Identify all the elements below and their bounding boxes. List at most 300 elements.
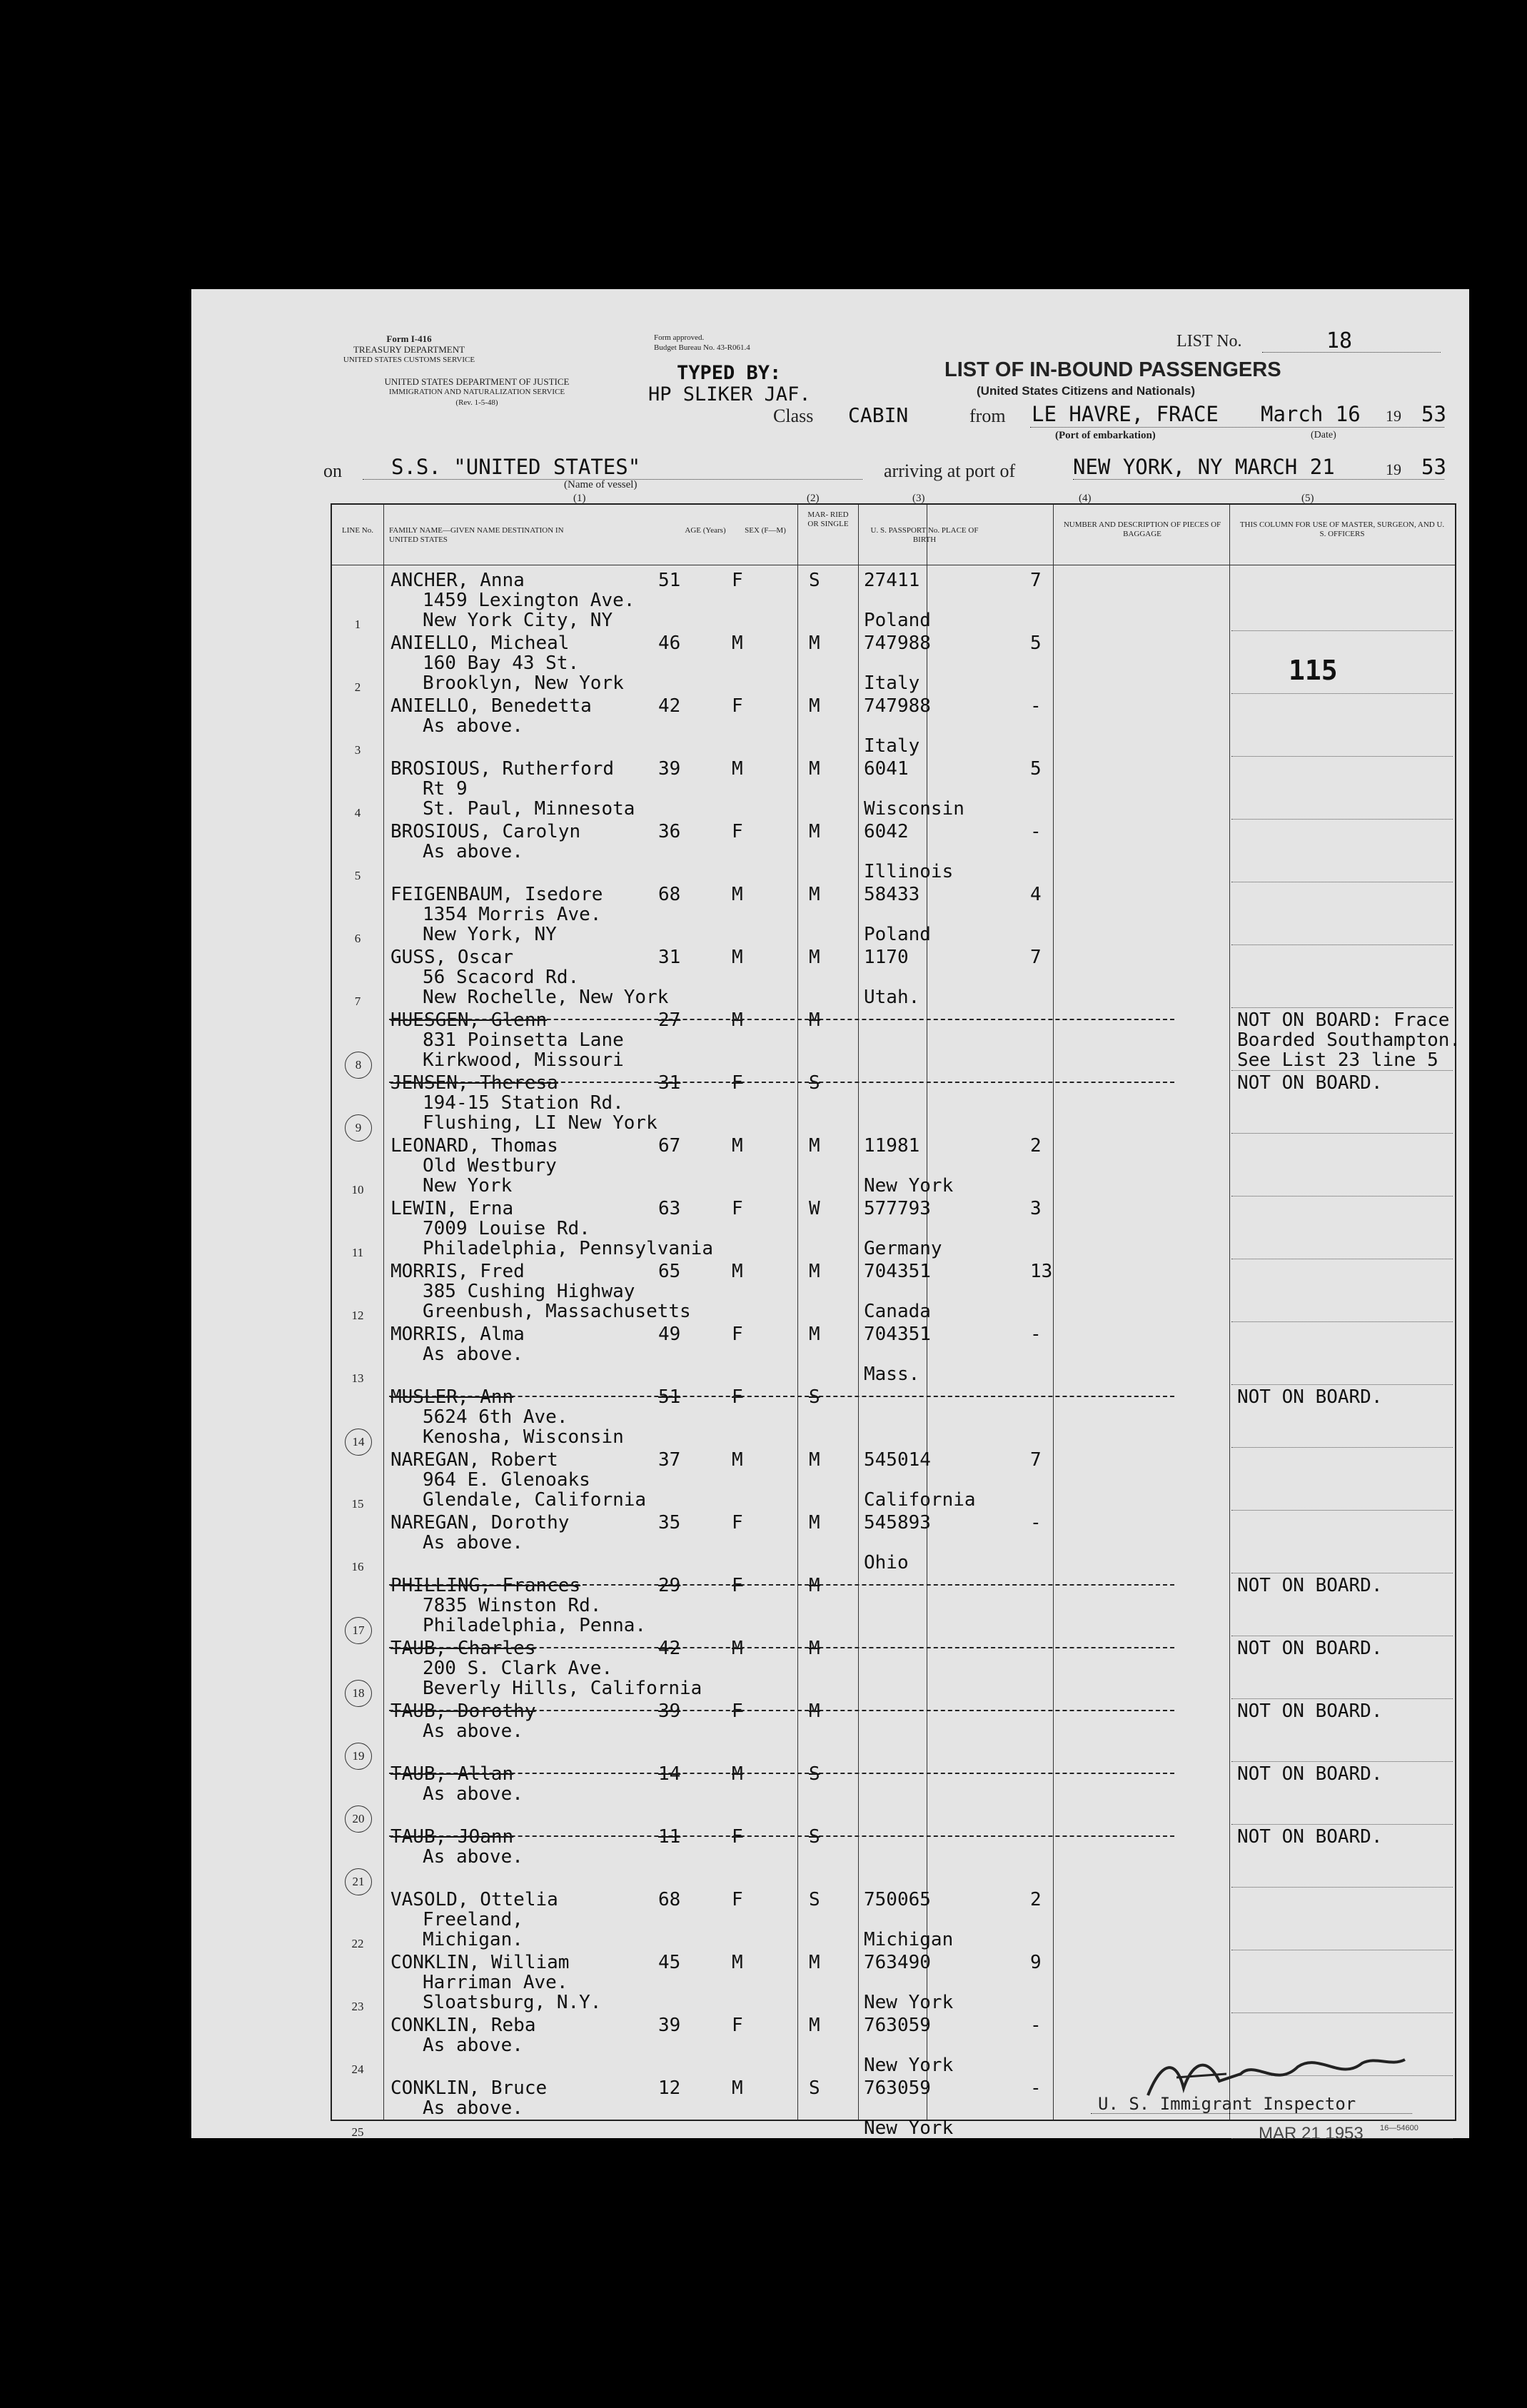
line-number: 22	[351, 1937, 364, 1950]
form-revision: (Rev. 1-5-48)	[455, 398, 498, 407]
address-line-2: Sloatsburg, N.Y.	[423, 1992, 602, 2013]
address-line-1: 194-15 Station Rd.	[423, 1092, 624, 1114]
age-cell: 11	[658, 1826, 681, 1848]
address-line-1: 7009 Louise Rd.	[423, 1218, 590, 1239]
marital-cell: M	[809, 884, 820, 905]
passenger-name: TAUB, Charles	[390, 1638, 536, 1659]
table-row	[332, 1387, 1455, 1450]
arrival-year: 53	[1421, 455, 1446, 479]
vessel-caption: (Name of vessel)	[564, 479, 637, 490]
passport-cell: 545014	[864, 1449, 931, 1471]
passport-cell: 6041	[864, 758, 909, 780]
sex-cell: F	[732, 1386, 743, 1408]
row-divider	[1231, 630, 1453, 631]
passenger-name: MORRIS, Fred	[390, 1261, 525, 1282]
marital-cell: S	[809, 1889, 820, 1910]
sex-cell: M	[732, 1952, 743, 1973]
strike-dash	[389, 1647, 1174, 1648]
sex-cell: F	[732, 821, 743, 842]
address-line-2: New York City, NY	[423, 610, 613, 631]
row-divider	[1231, 1698, 1453, 1699]
remark-cell: NOT ON BOARD.	[1237, 1638, 1383, 1659]
baggage-cell: 13	[1030, 1261, 1053, 1282]
passport-cell: 750065	[864, 1889, 931, 1910]
birthplace-cell: Italy	[864, 735, 920, 757]
baggage-cell: 2	[1030, 1889, 1042, 1910]
sex-cell: F	[732, 695, 743, 717]
row-divider	[1231, 756, 1453, 757]
list-no-label: LIST No.	[1176, 332, 1242, 351]
table-row	[332, 1513, 1455, 1576]
remark-cell-3: See List 23 line 5	[1237, 1049, 1438, 1071]
age-cell: 42	[658, 695, 681, 717]
birthplace-cell: New York	[864, 2055, 954, 2076]
row-divider	[1231, 1070, 1453, 1071]
table-row	[332, 1701, 1455, 1764]
table-row	[332, 947, 1455, 1010]
passenger-name: LEONARD, Thomas	[390, 1135, 558, 1157]
age-cell: 65	[658, 1261, 681, 1282]
col-num-3: (3)	[912, 493, 925, 504]
age-cell: 39	[658, 758, 681, 780]
arrival-year-prefix: 19	[1386, 460, 1401, 478]
marital-cell: M	[809, 1952, 820, 1973]
remark-cell: NOT ON BOARD.	[1237, 1575, 1383, 1596]
table-row	[332, 696, 1455, 759]
age-cell: 46	[658, 633, 681, 654]
address-line-2: Kirkwood, Missouri	[423, 1049, 624, 1071]
age-cell: 68	[658, 1889, 681, 1910]
passport-cell: 58433	[864, 884, 920, 905]
table-row	[332, 1199, 1455, 1261]
sex-cell: F	[732, 1324, 743, 1345]
address-line-1: Harriman Ave.	[423, 1972, 568, 1993]
embarkation-caption: (Port of embarkation)	[1055, 430, 1156, 441]
form-number: Form I-416	[386, 333, 432, 344]
age-cell: 63	[658, 1198, 681, 1219]
age-cell: 39	[658, 1701, 681, 1722]
passenger-name: JENSEN, Theresa	[390, 1072, 558, 1094]
side-number: 115	[1289, 655, 1338, 686]
marital-cell: M	[809, 821, 820, 842]
passport-cell: 747988	[864, 695, 931, 717]
address-line-1: 160 Bay 43 St.	[423, 653, 580, 674]
birthplace-cell: New York	[864, 1992, 954, 2013]
address-line-2: Philadelphia, Penna.	[423, 1615, 647, 1636]
marital-cell: M	[809, 1324, 820, 1345]
header-married: MAR- RIED OR SINGLE	[807, 510, 849, 528]
table-row	[332, 1324, 1455, 1387]
row-divider	[1231, 1133, 1453, 1134]
row-divider	[1231, 1447, 1453, 1448]
birthplace-cell: Italy	[864, 672, 920, 694]
age-cell: 35	[658, 1512, 681, 1533]
passport-cell: 1170	[864, 947, 909, 968]
table-row	[332, 1009, 1461, 1073]
birthplace-cell: Ohio	[864, 1552, 909, 1573]
line-number: 11	[351, 1246, 364, 1259]
address-line-1: As above.	[423, 2035, 523, 2056]
remark-cell: NOT ON BOARD.	[1237, 1826, 1383, 1848]
table-row	[332, 822, 1455, 885]
address-line-2: Glendale, California	[423, 1489, 647, 1511]
row-divider	[1231, 944, 1453, 945]
line-number: 3	[354, 743, 361, 757]
passenger-name: VASOLD, Ottelia	[390, 1889, 558, 1910]
age-cell: 45	[658, 1952, 681, 1973]
sex-cell: F	[732, 1198, 743, 1219]
passport-cell: 704351	[864, 1261, 931, 1282]
table-row	[332, 570, 1455, 633]
address-line-1: As above.	[423, 2097, 523, 2119]
row-divider	[1231, 1384, 1453, 1385]
row-divider	[1231, 1196, 1453, 1197]
marital-cell: S	[809, 1826, 820, 1848]
header-remarks: THIS COLUMN FOR USE OF MASTER, SURGEON, AND U. S. OFFICERS	[1239, 520, 1445, 538]
embarkation-year-prefix: 19	[1386, 407, 1401, 425]
marital-cell: M	[809, 2015, 820, 2036]
passenger-name: NAREGAN, Dorothy	[390, 1512, 570, 1533]
address-line-1: 385 Cushing Highway	[423, 1281, 635, 1302]
address-line-1: As above.	[423, 1344, 523, 1365]
justice-dept: UNITED STATES DEPARTMENT OF JUSTICE	[384, 376, 570, 387]
baggage-cell: 5	[1030, 633, 1042, 654]
age-cell: 37	[658, 1449, 681, 1471]
marital-cell: M	[809, 758, 820, 780]
row-divider	[1231, 693, 1453, 694]
sex-cell: M	[732, 633, 743, 654]
baggage-cell: 7	[1030, 947, 1042, 968]
row-divider	[1231, 1510, 1453, 1511]
passenger-name: CONKLIN, William	[390, 1952, 570, 1973]
address-line-1: 964 E. Glenoaks	[423, 1469, 590, 1491]
address-line-2: Beverly Hills, California	[423, 1678, 702, 1699]
line-number: 19	[345, 1743, 372, 1770]
budget-bureau: Budget Bureau No. 43-R061.4	[654, 343, 750, 352]
table-row	[332, 1136, 1455, 1199]
inspector-line: U. S. Immigrant Inspector	[1098, 2094, 1356, 2114]
baggage-cell: -	[1030, 821, 1042, 842]
baggage-cell: 3	[1030, 1198, 1042, 1219]
marital-cell: M	[809, 1449, 820, 1471]
baggage-cell: 7	[1030, 570, 1042, 591]
table-row	[332, 1450, 1455, 1513]
birthplace-cell: Mass.	[864, 1364, 920, 1385]
list-number: 18	[1326, 328, 1353, 353]
address-line-1: As above.	[423, 1721, 523, 1742]
table-row	[332, 1827, 1455, 1890]
baggage-cell: 9	[1030, 1952, 1042, 1973]
table-row	[332, 633, 1455, 696]
line-number: 5	[354, 869, 361, 882]
passenger-name: ANCHER, Anna	[390, 570, 525, 591]
customs-service: UNITED STATES CUSTOMS SERVICE	[343, 356, 475, 364]
table-row	[332, 1073, 1455, 1136]
arriving-label: arriving at port of	[884, 460, 1016, 481]
table-row	[332, 1764, 1455, 1827]
passenger-name: ANIELLO, Benedetta	[390, 695, 592, 717]
address-line-1: 5624 6th Ave.	[423, 1406, 568, 1428]
birthplace-cell: Poland	[864, 924, 931, 945]
passport-cell: 11981	[864, 1135, 920, 1157]
row-divider	[1231, 1007, 1453, 1008]
sex-cell: F	[732, 1701, 743, 1722]
embarkation-year: 53	[1421, 402, 1446, 426]
address-line-2: New York	[423, 1175, 513, 1197]
sex-cell: M	[732, 884, 743, 905]
sex-cell: M	[732, 1763, 743, 1785]
sex-cell: F	[732, 1512, 743, 1533]
sex-cell: M	[732, 947, 743, 968]
sex-cell: F	[732, 570, 743, 591]
sex-cell: F	[732, 2015, 743, 2036]
address-line-1: As above.	[423, 1783, 523, 1805]
sex-cell: F	[732, 1072, 743, 1094]
address-line-1: As above.	[423, 715, 523, 737]
marital-cell: W	[809, 1198, 820, 1219]
passenger-name: MORRIS, Alma	[390, 1324, 525, 1345]
strike-dash	[389, 1835, 1174, 1837]
table-row	[332, 1638, 1455, 1701]
print-code: 16—54600	[1380, 2124, 1418, 2132]
col-num-1: (1)	[573, 493, 586, 504]
manifest-subtitle: (United States Citizens and Nationals)	[977, 384, 1196, 398]
age-cell: 51	[658, 1386, 681, 1408]
table-row	[332, 759, 1455, 822]
line-number: 18	[345, 1680, 372, 1707]
passport-cell: 577793	[864, 1198, 931, 1219]
marital-cell: M	[809, 1135, 820, 1157]
remark-cell: NOT ON BOARD.	[1237, 1701, 1383, 1722]
remark-cell: NOT ON BOARD.	[1237, 1072, 1383, 1094]
passenger-name: CONKLIN, Bruce	[390, 2077, 548, 2099]
remark-cell-2: Boarded Southampton.	[1237, 1029, 1461, 1051]
marital-cell: M	[809, 1512, 820, 1533]
header-line-no: LINE No.	[342, 526, 373, 535]
line-number: 20	[345, 1805, 372, 1833]
passport-cell: 704351	[864, 1324, 931, 1345]
passport-cell: 747988	[864, 633, 931, 654]
address-line-1: 1354 Morris Ave.	[423, 904, 602, 925]
sex-cell: M	[732, 1009, 743, 1031]
line-number: 9	[345, 1114, 372, 1142]
marital-cell: S	[809, 2077, 820, 2099]
manifest-title: LIST OF IN-BOUND PASSENGERS	[944, 358, 1281, 381]
remark-cell: NOT ON BOARD.	[1237, 1763, 1383, 1785]
address-line-2: Brooklyn, New York	[423, 672, 624, 694]
baggage-cell: -	[1030, 695, 1042, 717]
table-row	[332, 885, 1455, 947]
strike-dash	[389, 1710, 1174, 1711]
strike-dash	[389, 1396, 1174, 1397]
age-cell: 14	[658, 1763, 681, 1785]
birthplace-cell: New York	[864, 1175, 954, 1197]
sex-cell: M	[732, 1135, 743, 1157]
passenger-name: HUESGEN, Glenn	[390, 1009, 548, 1031]
age-cell: 51	[658, 570, 681, 591]
passport-cell: 27411	[864, 570, 920, 591]
sex-cell: M	[732, 1261, 743, 1282]
marital-cell: S	[809, 1072, 820, 1094]
passport-cell: 763059	[864, 2077, 931, 2099]
date-caption: (Date)	[1311, 430, 1336, 440]
address-line-1: Rt 9	[423, 778, 468, 800]
baggage-cell: -	[1030, 1512, 1042, 1533]
table-row	[332, 1261, 1455, 1324]
row-divider	[1231, 1761, 1453, 1762]
marital-cell: S	[809, 570, 820, 591]
marital-cell: S	[809, 1386, 820, 1408]
manifest-page	[191, 289, 1469, 2143]
address-line-1: As above.	[423, 1846, 523, 1868]
port-of-embarkation: LE HAVRE, FRACE	[1032, 402, 1219, 426]
col-num-5: (5)	[1301, 493, 1314, 504]
line-number: 15	[351, 1497, 364, 1511]
birthplace-cell: Germany	[864, 1238, 942, 1259]
marital-cell: M	[809, 1009, 820, 1031]
class-value: CABIN	[848, 403, 909, 427]
table-row	[332, 1890, 1455, 1953]
row-divider	[1231, 2012, 1453, 2013]
line-number: 7	[354, 994, 361, 1008]
birthplace-cell: Poland	[864, 610, 931, 631]
date-stamp: MAR 21 1953	[1259, 2124, 1364, 2143]
age-cell: 67	[658, 1135, 681, 1157]
marital-cell: M	[809, 1261, 820, 1282]
passenger-name: TAUB, JOann	[390, 1826, 514, 1848]
address-line-1: 200 S. Clark Ave.	[423, 1658, 613, 1679]
strike-dash	[389, 1082, 1174, 1083]
sex-cell: M	[732, 2077, 743, 2099]
line-number: 13	[351, 1371, 364, 1385]
age-cell: 42	[658, 1638, 681, 1659]
table-row	[332, 1576, 1455, 1638]
baggage-cell: 2	[1030, 1135, 1042, 1157]
table-row	[332, 1953, 1455, 2015]
line-number: 10	[351, 1183, 364, 1197]
form-approved: Form approved.	[654, 333, 705, 342]
on-label: on	[323, 460, 342, 481]
header-passport: U. S. PASSPORT No. PLACE OF BIRTH	[870, 526, 979, 544]
passport-cell: 545893	[864, 1512, 931, 1533]
sex-cell: F	[732, 1889, 743, 1910]
age-cell: 31	[658, 947, 681, 968]
age-cell: 12	[658, 2077, 681, 2099]
baggage-cell: 7	[1030, 1449, 1042, 1471]
age-cell: 36	[658, 821, 681, 842]
passenger-name: CONKLIN, Reba	[390, 2015, 536, 2036]
passenger-name: PHILLING, Frances	[390, 1575, 581, 1596]
marital-cell: M	[809, 633, 820, 654]
line-number: 6	[354, 932, 361, 945]
ins-service: IMMIGRATION AND NATURALIZATION SERVICE	[388, 388, 565, 396]
address-line-2: New York, NY	[423, 924, 557, 945]
address-line-2: St. Paul, Minnesota	[423, 798, 635, 820]
sex-cell: F	[732, 1826, 743, 1848]
passport-cell: 763059	[864, 2015, 931, 2036]
inspector-signature	[1134, 2045, 1419, 2110]
vessel-name: S.S. "UNITED STATES"	[391, 455, 641, 479]
line-number: 8	[345, 1052, 372, 1079]
row-divider	[1231, 819, 1453, 820]
strike-dash	[389, 1584, 1174, 1586]
line-number: 2	[354, 680, 361, 694]
header-baggage: NUMBER AND DESCRIPTION OF PIECES OF BAGGAGE	[1063, 520, 1221, 538]
address-line-1: 1459 Lexington Ave.	[423, 590, 635, 611]
col-num-4: (4)	[1079, 493, 1092, 504]
age-cell: 49	[658, 1324, 681, 1345]
treasury-dept: TREASURY DEPARTMENT	[353, 344, 465, 355]
passenger-name: BROSIOUS, Carolyn	[390, 821, 581, 842]
passenger-name: TAUB, Allan	[390, 1763, 514, 1785]
passport-cell: 6042	[864, 821, 909, 842]
baggage-cell: -	[1030, 2077, 1042, 2099]
sex-cell: M	[732, 1449, 743, 1471]
passenger-name: GUSS, Oscar	[390, 947, 514, 968]
line-number: 17	[345, 1617, 372, 1644]
marital-cell: M	[809, 1638, 820, 1659]
marital-cell: M	[809, 695, 820, 717]
marital-cell: M	[809, 1575, 820, 1596]
sex-cell: M	[732, 1638, 743, 1659]
typist-name: HP SLIKER JAF.	[648, 383, 811, 405]
port-of-arrival: NEW YORK, NY MARCH 21	[1073, 455, 1335, 479]
sex-cell: M	[732, 758, 743, 780]
passenger-name: FEIGENBAUM, Isedore	[390, 884, 603, 905]
address-line-2: Flushing, LI New York	[423, 1112, 657, 1134]
class-label: Class	[773, 405, 814, 426]
baggage-cell: -	[1030, 1324, 1042, 1345]
address-line-2: Greenbush, Massachusetts	[423, 1301, 691, 1322]
header-sex: SEX (F—M)	[745, 526, 786, 535]
strike-dash	[389, 1773, 1174, 1774]
birthplace-cell: Canada	[864, 1301, 931, 1322]
header-name: FAMILY NAME—GIVEN NAME DESTINATION IN UNITED STATES	[389, 526, 564, 544]
marital-cell: S	[809, 1763, 820, 1785]
line-number: 1	[354, 618, 361, 631]
address-line-2: New Rochelle, New York	[423, 987, 669, 1008]
baggage-cell: -	[1030, 2015, 1042, 2036]
line-number: 4	[354, 806, 361, 820]
address-line-1: As above.	[423, 1532, 523, 1553]
birthplace-cell: Illinois	[864, 861, 954, 882]
address-line-1: Old Westbury	[423, 1155, 557, 1177]
row-divider	[1231, 1321, 1453, 1322]
baggage-cell: 5	[1030, 758, 1042, 780]
line-number: 14	[345, 1429, 372, 1456]
address-line-1: 56 Scacord Rd.	[423, 967, 580, 988]
passenger-name: TAUB, Dorothy	[390, 1701, 536, 1722]
line-number: 25	[351, 2125, 364, 2139]
line-number: 23	[351, 2000, 364, 2013]
row-divider	[1231, 1824, 1453, 1825]
line-number: 16	[351, 1560, 364, 1573]
passenger-name: NAREGAN, Robert	[390, 1449, 558, 1471]
address-line-1: As above.	[423, 841, 523, 862]
address-line-1: Freeland,	[423, 1909, 523, 1930]
col-num-2: (2)	[807, 493, 820, 504]
strike-dash	[389, 1019, 1174, 1020]
sex-cell: F	[732, 1575, 743, 1596]
line-number: 24	[351, 2062, 364, 2076]
age-cell: 29	[658, 1575, 681, 1596]
line-number: 12	[351, 1309, 364, 1322]
passenger-name: MUSLER, Ann	[390, 1386, 514, 1408]
age-cell: 27	[658, 1009, 681, 1031]
passenger-name: LEWIN, Erna	[390, 1198, 514, 1219]
age-cell: 68	[658, 884, 681, 905]
marital-cell: M	[809, 1701, 820, 1722]
